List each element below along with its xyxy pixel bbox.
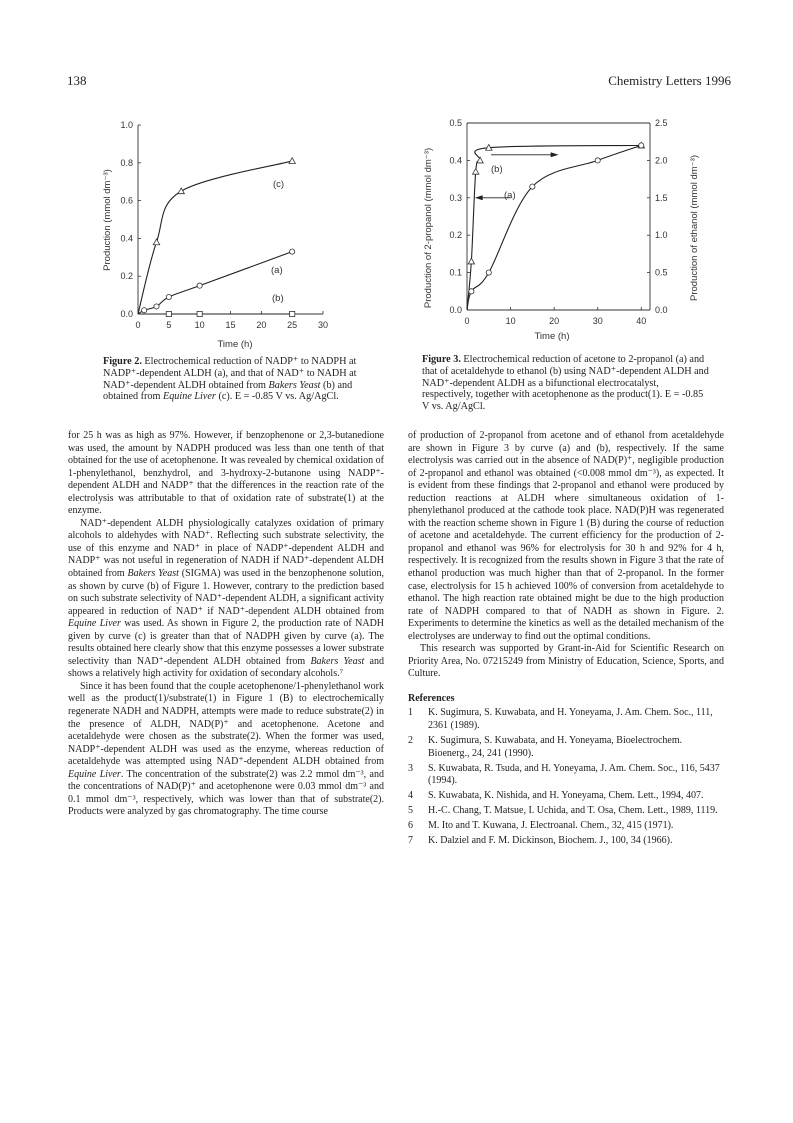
fig2-ylabel: Production (mmol dm⁻³) — [102, 169, 113, 271]
data-point-circle — [197, 283, 202, 288]
fig2-label-a: (a) — [271, 265, 283, 276]
p3-text-a: Since it has been found that the couple acetophenone/1-phenylethanol work well as the product(1)/substrate(1) in Figure 1 (B) to electrochemically regenerate NADH and NADPH, attempts were made to reduce substrate(2) in the presence of ALDH, NAD(P)⁺ and acetophenone. Acetone and acetaldehyde were chosen as the substrate(2). When the former was used, NADP⁺-dependent ALDH was used as the enzyme, whereas reduction of acetaldehyde was attempted using NAD⁺-dependent ALDH obtained from — [68, 680, 384, 768]
reference-number: 6 — [408, 820, 413, 832]
fig2-caption-italic-2: Equine Liver — [162, 391, 216, 403]
reference-item — [408, 763, 724, 788]
reference-item — [408, 735, 724, 760]
y-tick-label: 1.0 — [120, 120, 133, 130]
right-paragraph-acknowledgment: This research was supported by Grant-in-Aid for Scientific Research on Priority Area, No. 07215249 from Ministry of Education, Science, Sports, and Culture. — [408, 643, 724, 680]
arrow-a-head — [475, 195, 483, 200]
data-point-circle — [486, 270, 491, 275]
fig2-caption-label: Figure 2. — [103, 356, 142, 367]
p2-italic-b: Bakers Yeast — [127, 568, 179, 580]
data-point-square — [197, 311, 202, 316]
data-point-circle — [595, 158, 600, 163]
data-point-triangle — [477, 157, 483, 163]
data-point-circle — [166, 294, 171, 299]
data-point-triangle — [178, 188, 184, 194]
x-tick-label: 10 — [505, 316, 516, 326]
reference-text: K. Dalziel and F. M. Dickinson, Biochem. J., 100, 34 (1966). — [428, 835, 673, 847]
reference-number: 3 — [408, 762, 413, 774]
fig2-caption-text-1: Electrochemical reduction of NADP⁺ to NADPH at NADP⁺-dependent ALDH (a), and that of NAD⁺ to NADH at NAD⁺-dependent ALDH obtained from — [103, 356, 357, 391]
fig2-xlabel: Time (h) — [217, 339, 253, 350]
y-tick-label: 0.4 — [449, 155, 462, 166]
fig2-label-b: (b) — [272, 293, 284, 304]
data-point-circle — [530, 184, 535, 189]
x-tick-label: 5 — [166, 320, 172, 330]
y-tick-label: 0.1 — [449, 267, 462, 278]
reference-number: 2 — [408, 735, 413, 747]
y-tick-label: 0.3 — [449, 192, 462, 203]
left-paragraph-3 — [68, 681, 384, 819]
figure-2-chart — [80, 110, 380, 355]
data-point-triangle — [468, 258, 474, 264]
data-point-square — [166, 311, 171, 316]
reference-text: K. Sugimura, S. Kuwabata, and H. Yoneyama, J. Am. Chem. Soc., 111, 2361 (1989). — [428, 707, 713, 732]
y-tick-label: 0.5 — [449, 118, 462, 128]
left-paragraph-1: for 25 h was as high as 97%. However, if benzophenone or 2,3-butanedione was used, the amount by NADPH produced was less than one tenth of that obtained for the use of acetophenone. It was revealed by chemical oxidation of 1-phenylethanol, benzhydrol, and 3-hydroxy-2-butanone using NADP⁺-dependent ALDH and NADP⁺ that the differences in the reaction rate of the electrolysis was attributable to that of oxidation rate of substrate(1) at the enzyme. — [68, 430, 384, 517]
right-y-tick-label: 0.0 — [655, 305, 668, 315]
data-point-circle — [142, 308, 147, 313]
reference-item — [408, 805, 724, 818]
reference-item — [408, 820, 724, 833]
fig3-label-b: (b) — [491, 164, 503, 175]
p3-italic-b: Equine Liver — [68, 768, 121, 780]
reference-item — [408, 790, 724, 803]
right-y-tick-label: 1.5 — [655, 192, 668, 203]
fig2-caption-italic-1: Bakers Yeast — [268, 379, 321, 391]
fig2-label-c: (c) — [273, 179, 285, 190]
p2-text-a: NAD⁺-dependent ALDH physiologically catalyzes oxidation of primary alcohols to aldehydes with NAD⁺. Reflecting such substrate selectivity, the use of this enzyme and NAD⁺ in place of NADP⁺-dependent ALDH and NADP⁺ was not useful in regeneration of NADH if NAD⁺-dependent ALDH obtained from — [68, 517, 384, 580]
fig3-caption-label: Figure 3. — [422, 354, 461, 365]
p2-text-g: and shows a relatively high activity for oxidation of secondary alcohols.⁷ — [68, 655, 384, 680]
fig3-xlabel: Time (h) — [534, 331, 570, 342]
x-tick-label: 20 — [549, 316, 560, 326]
x-tick-label: 0 — [135, 320, 141, 330]
x-tick-label: 30 — [317, 320, 329, 330]
y-tick-label: 0.8 — [120, 157, 133, 168]
data-point-square — [290, 311, 295, 316]
reference-number: 4 — [408, 790, 413, 802]
y-tick-label: 0.0 — [120, 309, 133, 319]
x-tick-label: 40 — [636, 316, 647, 326]
right-y-tick-label: 2.5 — [655, 118, 668, 128]
right-y-tick-label: 2.0 — [655, 155, 668, 166]
x-tick-label: 0 — [464, 316, 470, 326]
data-point-circle — [639, 143, 644, 148]
right-column — [408, 430, 724, 850]
reference-text: K. Sugimura, S. Kuwabata, and H. Yoneyama, Bioelectrochem. Bioenerg., 24, 241 (1990). — [428, 735, 683, 759]
y-tick-label: 0.0 — [449, 305, 462, 315]
right-y-tick-label: 1.0 — [655, 230, 668, 241]
reference-text: S. Kuwabata, K. Nishida, and H. Yoneyama, Chem. Lett., 1994, 407. — [428, 790, 704, 802]
fig2-caption-text-2: (b) and obtained from — [103, 379, 353, 403]
page-number: 138 — [67, 73, 87, 88]
data-point-triangle — [289, 158, 295, 164]
y-tick-label: 0.6 — [120, 195, 133, 206]
y-tick-label: 0.2 — [120, 271, 133, 282]
x-tick-label: 20 — [256, 320, 267, 330]
fig3-ylabel-right: Production of ethanol (mmol dm⁻³) — [689, 155, 700, 301]
reference-number: 5 — [408, 805, 413, 817]
fig2-caption-text-3: (c). E = -0.85 V vs. Ag/AgCl. — [215, 391, 339, 403]
series-line-c — [138, 161, 292, 314]
figure-2-caption — [103, 356, 378, 403]
reference-list — [408, 707, 724, 847]
p2-italic-f: Bakers Yeast — [310, 655, 365, 667]
reference-text: H.-C. Chang, T. Matsue, I. Uchida, and T. Osa, Chem. Lett., 1989, 1119. — [428, 805, 718, 817]
x-tick-label: 15 — [225, 320, 236, 330]
data-point-triangle — [473, 168, 479, 174]
y-tick-label: 0.4 — [120, 233, 133, 244]
y-tick-label: 0.2 — [449, 230, 462, 241]
reference-item — [408, 707, 724, 732]
figure-3-chart — [415, 110, 730, 350]
reference-number: 7 — [408, 835, 413, 847]
references-heading: References — [408, 692, 455, 704]
p3-text-c: . The concentration of the substrate(2) was 2.2 mmol dm⁻³, and the concentrations of NAD(P)⁺ and acetophenone were 0.03 mmol dm⁻³ and 0.1 mmol dm⁻³, respectively, which was lower than that of substrate(2). Products were analyzed by gas chromatography. The time course — [68, 768, 384, 818]
reference-text: S. Kuwabata, R. Tsuda, and H. Yoneyama, J. Am. Chem. Soc., 116, 5437 (1994). — [428, 762, 720, 787]
x-tick-label: 25 — [287, 320, 298, 330]
p2-italic-d: Equine Liver — [68, 618, 121, 630]
left-column — [68, 430, 384, 819]
fig3-caption-text: Electrochemical reduction of acetone to 2-propanol (a) and that of acetaldehyde to ethanol (b) using NAD⁺-dependent ALDH and NAD⁺-dependent ALDH as a bifunctional electrocatalyst, respectively, together with acetophenone as the product(1). E = -0.85 V vs. Ag/AgCl. — [422, 354, 709, 413]
data-point-circle — [154, 304, 159, 309]
left-paragraph-2 — [68, 518, 384, 681]
data-point-triangle — [153, 239, 159, 245]
p2-text-e: was used. As shown in Figure 2, the production rate of NADH given by curve (c) is greater than that of NADPH given by curve (a). The results obtained here clearly show that this enzyme possesses a lower substrate selectivity than NAD⁺-dependent ALDH obtained from — [68, 618, 385, 667]
figure-3-caption — [422, 354, 712, 413]
series-line-a — [138, 252, 292, 314]
reference-text: M. Ito and T. Kuwana, J. Electroanal. Chem., 32, 415 (1971). — [428, 820, 674, 832]
x-tick-label: 10 — [194, 320, 205, 330]
reference-item — [408, 835, 724, 848]
reference-number: 1 — [408, 707, 413, 719]
fig3-label-a: (a) — [504, 190, 516, 201]
right-y-tick-label: 0.5 — [655, 267, 668, 278]
data-point-circle — [290, 249, 295, 254]
journal-running-head: Chemistry Letters 1996 — [608, 73, 731, 88]
arrow-b-head — [551, 152, 559, 157]
x-tick-label: 30 — [592, 316, 603, 326]
p2-text-c: (SIGMA) was used in the benzophenone solution, as shown by curve (b) of Figure 1. However, contrary to the prediction based on such substrate selectivity of NAD⁺-dependent ALDH, a significant activity appeared in reduction of NAD⁺ if NAD⁺-dependent ALDH obtained from — [68, 568, 384, 617]
data-point-circle — [469, 289, 474, 294]
fig3-ylabel-left: Production of 2-propanol (mmol dm⁻³) — [423, 147, 434, 309]
right-paragraph-1: of production of 2-propanol from acetone and of ethanol from acetaldehyde are shown in Figure 3 by curve (a) and (b), respectively. If the same electrolysis was carried out in the absence of NAD(P)⁺, negligible production of 2-propanol and ethanol was obtained (<0.008 mmol dm⁻³), as expected. It is evident from these findings that 2-propanol and ethanol were produced by reduction reactions at ALDH where simultaneous oxidation of 1-phenylethanol produced at the cathode took place. NAD(P)H was regenerated with the reaction scheme shown in Figure 1 (B) during the course of reduction of acetone and acetaldehyde. The current efficiency for the production of 2-propanol and ethanol was 96% for electrolysis for 30 h and 92% for 4 h, respectively. It is recognized from the results shown in Figure 3 that the rate of ethanol production was much higher than that of 2-propanol. In the former case, electrolysis for 15 h achieved 100% of conversion from acetaldehyde to ethanol. The high reaction rate obtained might be due to the high production rate of NADPH compared to that of NADH as shown in Figure. 2. Experiments to determine the kinetics as well as the detailed mechanism of the electrolyses are underway to find out the optimal conditions. — [408, 430, 724, 642]
